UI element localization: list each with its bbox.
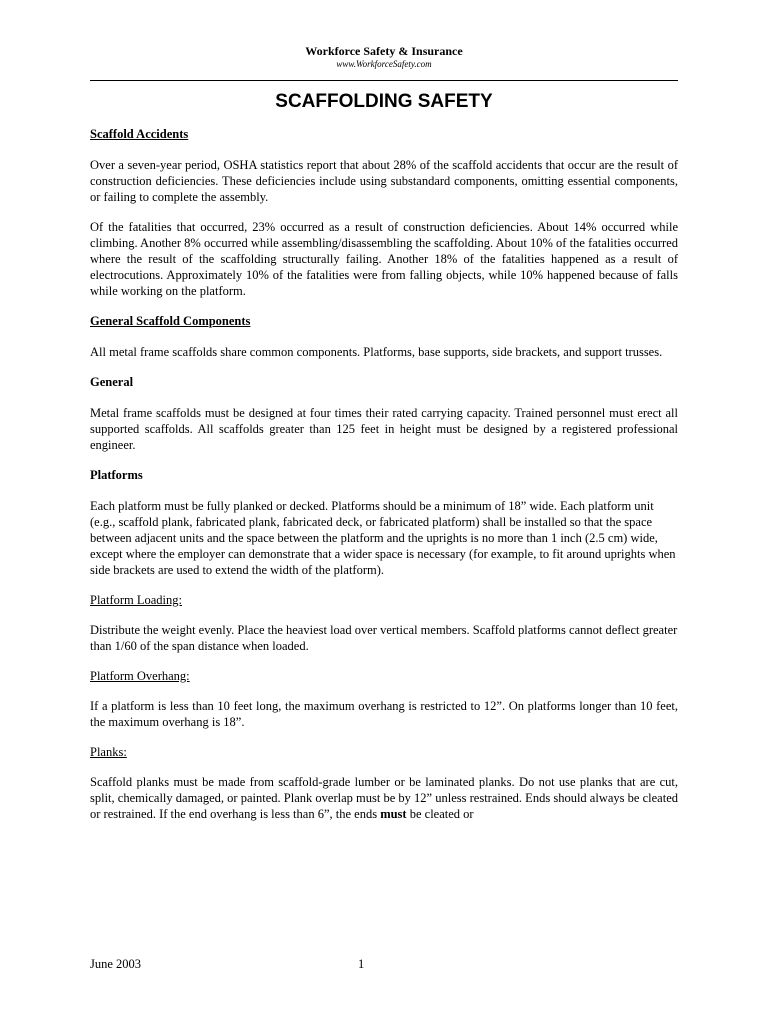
subheading-platform-loading: Platform Loading: — [90, 593, 182, 607]
heading-scaffold-accidents: Scaffold Accidents — [90, 127, 189, 141]
planks-text-emphasis: must — [380, 807, 407, 821]
document-title: SCAFFOLDING SAFETY — [275, 91, 493, 112]
subheading-planks: Planks: — [90, 745, 127, 759]
footer-date: June 2003 — [90, 957, 142, 971]
document-body — [90, 126, 678, 836]
organization-name: Workforce Safety & Insurance — [305, 44, 463, 58]
page-header — [90, 44, 678, 70]
planks-text-end: be cleated or — [406, 807, 474, 821]
paragraph-accidents-2: Of the fatalities that occurred, 23% occurred as a result of construction deficiencies. About 14% occurred while climbing. Another 8% occurred while assembling/disassembling the scaffolding. About 10% of the fatalities occurred where the result of the scaffolding structurally failing. Another 18% of the fatalities happened as a result of electrocutions. Approximately 10% of the fatalities were from falling objects, while 10% happened because of falls while working on the platform. — [90, 220, 678, 298]
organization-url: www.WorkforceSafety.com — [336, 59, 432, 69]
header-divider — [90, 80, 678, 81]
paragraph-platforms: Each platform must be fully planked or decked. Platforms should be a minimum of 18” wide. Each platform unit (e.g., scaffold plank, fabricated plank, fabricated deck, or fabricated platform) shall be installed so that the space between adjacent units and the space between the platform and the uprights is no more than 1 inch (2.5 cm) wide, except where the employer can demonstrate that a wider space is necessary (for example, to fit around uprights when side brackets are used to extend the width of the platform). — [90, 499, 676, 577]
heading-general-components: General Scaffold Components — [90, 314, 251, 328]
subheading-platform-overhang: Platform Overhang: — [90, 669, 190, 683]
planks-text-start: Scaffold planks must be made from scaffold-grade lumber or be laminated planks. Do not use planks that are cut, split, chemically damaged, or painted. Plank overlap must be by 12” unless restrained. Ends should always be cleated or restrained. If the end overhang is less than 6”, the ends — [90, 775, 678, 821]
paragraph-accidents-1: Over a seven-year period, OSHA statistics report that about 28% of the scaffold accidents that occur are the result of construction deficiencies. These deficiencies include using substandard components, omitting essential components, or failing to complete the assembly. — [90, 158, 678, 204]
heading-general: General — [90, 375, 134, 389]
footer-page-number: 1 — [358, 957, 365, 971]
paragraph-platform-loading: Distribute the weight evenly. Place the heaviest load over vertical members. Scaffold platforms cannot deflect greater than 1/60 of the span distance when loaded. — [90, 623, 678, 653]
paragraph-components: All metal frame scaffolds share common components. Platforms, base supports, side brackets, and support trusses. — [90, 345, 663, 359]
paragraph-platform-overhang: If a platform is less than 10 feet long, the maximum overhang is restricted to 12”. On platforms longer than 10 feet, the maximum overhang is 18”. — [90, 699, 678, 729]
paragraph-planks — [90, 774, 678, 822]
paragraph-general: Metal frame scaffolds must be designed at four times their rated carrying capacity. Trained personnel must erect all supported scaffolds. All scaffolds greater than 125 feet in height must be designed by a registered professional engineer. — [90, 406, 678, 452]
heading-platforms: Platforms — [90, 468, 143, 482]
